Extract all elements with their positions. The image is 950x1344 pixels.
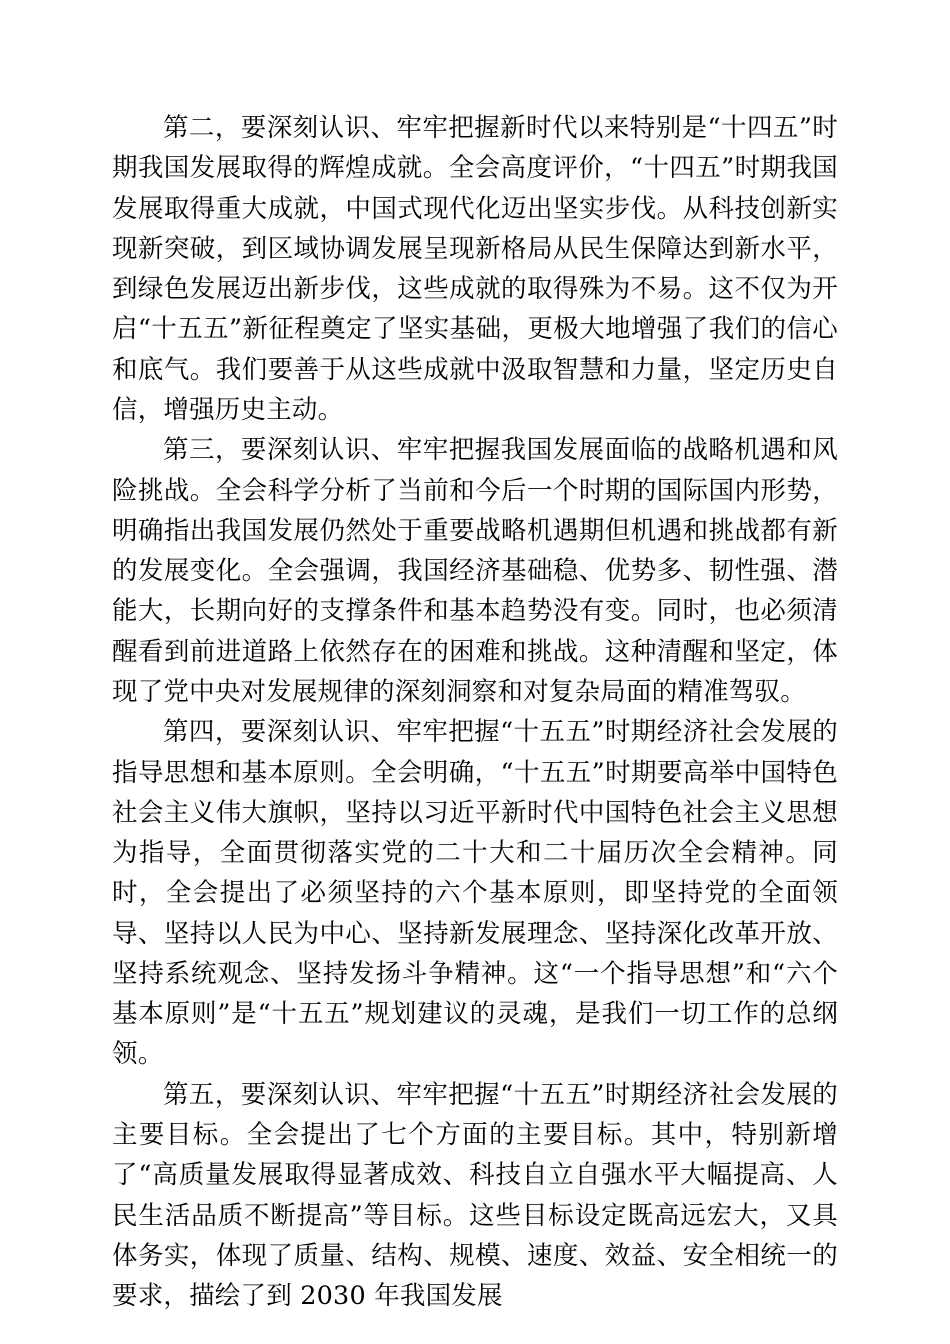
paragraph-1: 第二，要深刻认识、牢牢把握新时代以来特别是“十四五”时期我国发展取得的辉煌成就。全会高度评价，“十四五”时期我国发展取得重大成就，中国式现代化迈出坚实步伐。从科技创新实现新突破，到区域协调发展呈现新格局从民生保障达到新水平，到绿色发展迈出新步伐，这些成就的取得殊为不易。这不仅为开启“十五五”新征程奠定了坚实基础，更极大地增强了我们的信心和底气。我们要善于从这些成就中汲取智慧和力量，坚定历史自信，增强历史主动。 [112, 113, 838, 425]
paragraph-3: 第四，要深刻认识、牢牢把握“十五五”时期经济社会发展的指导思想和基本原则。全会明确，“十五五”时期要高举中国特色社会主义伟大旗帜，坚持以习近平新时代中国特色社会主义思想为指导，全面贯彻落实党的二十大和二十届历次全会精神。同时，全会提出了必须坚持的六个基本原则，即坚持党的全面领导、坚持以人民为中心、坚持新发展理念、坚持深化改革开放、坚持系统观念、坚持发扬斗争精神。这“一个指导思想”和“六个基本原则”是“十五五”规划建议的灵魂，是我们一切工作的总纲领。 [112, 717, 838, 1070]
document-body [112, 108, 838, 1316]
paragraph-2: 第三，要深刻认识、牢牢把握我国发展面临的战略机遇和风险挑战。全会科学分析了当前和今后一个时期的国际国内形势，明确指出我国发展仍然处于重要战略机遇期但机遇和挑战都有新的发展变化。全会强调，我国经济基础稳、优势多、韧性强、潜能大，长期向好的支撑条件和基本趋势没有变。同时，也必须清醒看到前进道路上依然存在的困难和挑战。这种清醒和坚定，体现了党中央对发展规律的深刻洞察和对复杂局面的精准驾驭。 [112, 435, 838, 707]
paragraph-4: 第五，要深刻认识、牢牢把握“十五五”时期经济社会发展的主要目标。全会提出了七个方面的主要目标。其中，特别新增了“高质量发展取得显著成效、科技自立自强水平大幅提高、人民生活品质不断提高”等目标。这些目标设定既高远宏大，又具体务实，体现了质量、结构、规模、速度、效益、安全相统一的要求，描绘了到 2030 年我国发展 [112, 1079, 838, 1312]
